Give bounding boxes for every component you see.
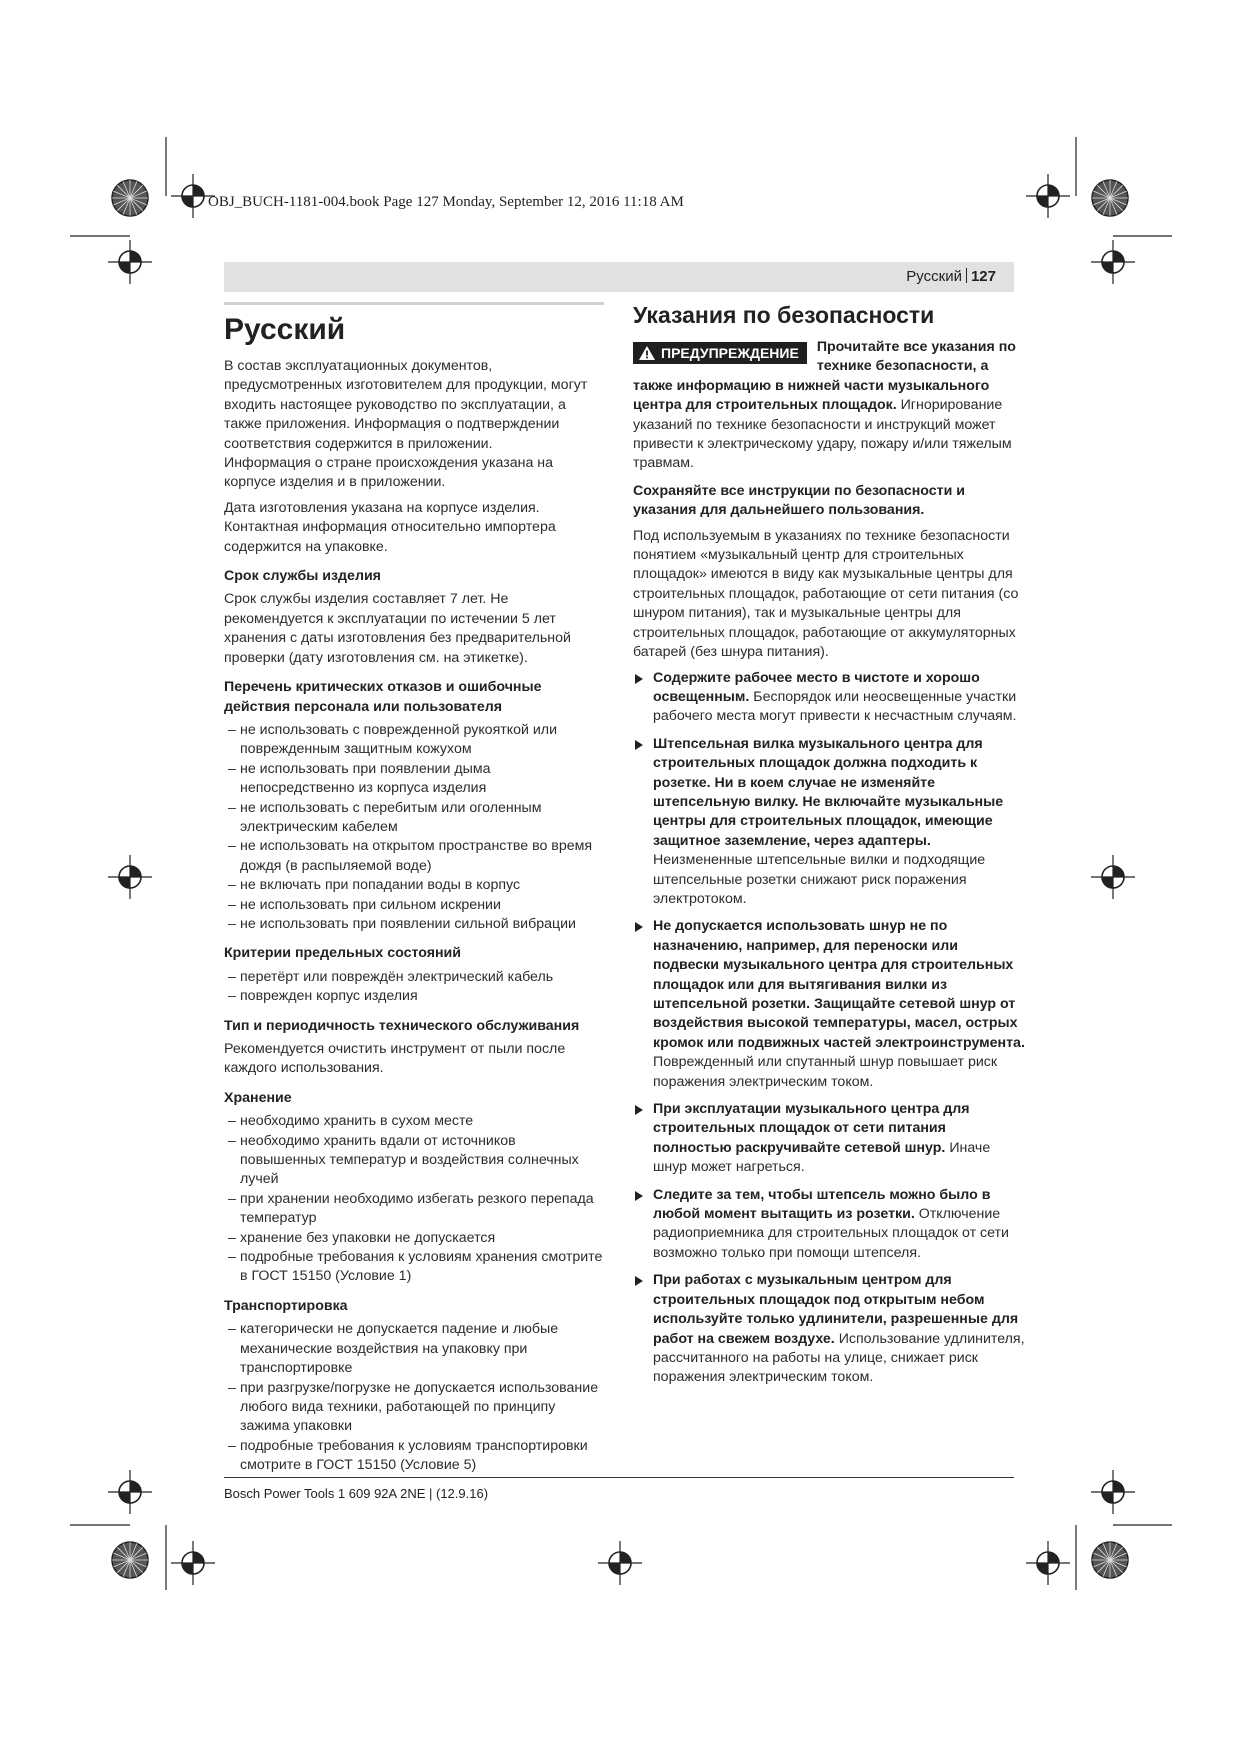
page-number: 127 bbox=[970, 268, 996, 285]
list-item: – не использовать с перебитым или оголенным электрическим кабелем bbox=[228, 799, 542, 835]
book-meta-line: OBJ_BUCH-1181-004.book Page 127 Monday, September 12, 2016 11:18 AM bbox=[208, 194, 684, 210]
warning-triangle-icon bbox=[639, 346, 655, 360]
list-item: При эксплуатации музыкального центра для строительных площадок от сети питания полностью раскручивайте сетевой шнур. Иначе шнур может нагреться. bbox=[633, 1100, 1026, 1178]
storage-list bbox=[224, 1112, 604, 1287]
warning-block bbox=[633, 338, 1026, 474]
transport-list bbox=[224, 1320, 604, 1475]
list-item: – не использовать с поврежденной рукояткой или поврежденным защитным кожухом bbox=[228, 721, 558, 758]
bullet-triangle-icon bbox=[635, 1191, 643, 1201]
list-item: Не допускается использовать шнур не по назначению, например, для переноски или подвески музыкального центра для строительных площадок или для вытягивания вилки из штепсельной розетки. Защищайте сетевой шнур от воздействия высокой температуры, масел, острых кромок или подвижных частей электроинструмента. Поврежденный или спутанный шнур повышает риск поражения электрическим током. bbox=[633, 917, 1026, 1092]
bullet-triangle-icon bbox=[635, 1276, 643, 1286]
list-item: – при хранении необходимо избегать резкого перепада температур bbox=[228, 1190, 594, 1227]
maintenance-heading: Тип и периодичность технического обслуживания bbox=[224, 1017, 580, 1034]
intro-paragraph-1: В состав эксплуатационных документов, предусмотренных изготовителем для продукции, могут входить настоящее руководство по эксплуатации, а также приложения. Информация о подтверждении соответствия содержится в приложении. bbox=[224, 358, 588, 452]
list-item: – не использовать при появлении дыма непосредственно из корпуса изделия bbox=[228, 760, 491, 797]
bullet-triangle-icon bbox=[635, 1105, 643, 1115]
list-item: – хранение без упаковки не допускается bbox=[228, 1229, 496, 1246]
keep-instructions: Сохраняйте все инструкции по безопасности и указания для дальнейшего пользования. bbox=[633, 482, 965, 519]
service-life-text: Срок службы изделия составляет 7 лет. Не рекомендуется к эксплуатации по истечении 5 лет хранения с даты изготовления без предварительной проверки (дату изготовления см. на этикетке). bbox=[224, 591, 571, 666]
section-title-russian: Русский bbox=[224, 313, 346, 346]
list-item: Штепсельная вилка музыкального центра для строительных площадок должна подходить к розетке. Ни в коем случае не изменяйте штепсельную вилку. Не включайте музыкальные центры для строительных площадок, имеющие защитное заземление, через адаптеры. Неизмененные штепсельные вилки и подходящие штепсельные розетки снижают риск поражения электротоком. bbox=[633, 735, 1026, 910]
list-item: При работах с музыкальным центром для строительных площадок под открытым небом используйте только удлинители, разрешенные для работ на свежем воздухе. Использование удлинителя, рассчитанного на работы на улице, снижает риск поражения электрическим током. bbox=[633, 1271, 1026, 1387]
section-rule bbox=[224, 302, 604, 305]
warning-bold-text: Прочитайте все указания по технике безопасности, а также информацию в нижней части музыкального центра для строительных площадок. bbox=[633, 339, 1016, 414]
limit-states-heading: Критерии предельных состояний bbox=[224, 945, 462, 962]
list-item: – необходимо хранить в сухом месте bbox=[228, 1113, 474, 1130]
list-item: – категорически не допускается падение и любые механические воздействия на упаковку при транспортировке bbox=[228, 1321, 559, 1377]
transport-heading: Транспортировка bbox=[224, 1297, 348, 1314]
warning-badge bbox=[633, 342, 807, 364]
list-item: Следите за тем, чтобы штепсель можно было в любой момент вытащить из розетки. Отключение радиоприемника для строительных площадок от сети возможно только при помощи штепселя. bbox=[633, 1186, 1026, 1264]
list-item: – не включать при попадании воды в корпус bbox=[228, 877, 521, 894]
footer-text: Bosch Power Tools 1 609 92A 2NE | (12.9.16) bbox=[224, 1486, 489, 1501]
critical-failures-list bbox=[224, 721, 604, 934]
limit-states-list bbox=[224, 968, 604, 1007]
safety-bullets bbox=[633, 669, 1026, 1388]
list-item: – подробные требования к условиям транспортировки смотрите в ГОСТ 15150 (Условие 5) bbox=[228, 1437, 588, 1474]
definition-paragraph: Под используемым в указаниях по технике безопасности понятием «музыкальный центр для строительных площадок» имеются в виду как музыкальные центры для строительных площадок, работающие от сети питания (со шнуром питания), так и музыкальные центры для строительных площадок, работающие от аккумуляторных батарей (без шнура питания). bbox=[633, 527, 1019, 661]
left-column bbox=[224, 302, 604, 1480]
list-item: Содержите рабочее место в чистоте и хорошо освещенным. Беспорядок или неосвещенные участки рабочего места могут привести к несчастным случаям. bbox=[633, 669, 1026, 727]
list-item: – не использовать при появлении сильной вибрации bbox=[228, 915, 576, 932]
header-separator bbox=[966, 268, 967, 283]
warning-text: Игнорирование указаний по технике безопасности и инструкций может привести к электрическому удару, пожару и/или тяжелым травмам. bbox=[633, 397, 1012, 472]
maintenance-text: Рекомендуется очистить инструмент от пыли после каждого использования. bbox=[224, 1041, 566, 1077]
critical-failures-heading: Перечень критических отказов и ошибочные действия персонала или пользователя bbox=[224, 679, 542, 715]
list-item: – необходимо хранить вдали от источников повышенных температур и воздействия солнечных лучей bbox=[228, 1132, 579, 1188]
storage-heading: Хранение bbox=[224, 1089, 292, 1106]
intro-paragraph-3: Дата изготовления указана на корпусе изделия. Контактная информация относительно импортера содержится на упаковке. bbox=[224, 499, 556, 555]
running-header bbox=[224, 262, 1014, 292]
safety-title: Указания по безопасности bbox=[633, 302, 935, 328]
service-life-heading: Срок службы изделия bbox=[224, 568, 381, 585]
list-item: – не использовать при сильном искрении bbox=[228, 896, 501, 913]
header-text bbox=[906, 268, 996, 285]
bullet-triangle-icon bbox=[635, 674, 643, 684]
list-item: – подробные требования к условиям хранения смотрите в ГОСТ 15150 (Условие 1) bbox=[228, 1249, 603, 1285]
list-item: – перетёрт или повреждён электрический кабель bbox=[228, 968, 554, 985]
footer-rule bbox=[224, 1477, 1014, 1478]
bullet-triangle-icon bbox=[635, 740, 643, 750]
bullet-triangle-icon bbox=[635, 922, 643, 932]
list-item: – при разгрузке/погрузке не допускается использование любого вида техники, работающей по принципу зажима упаковки bbox=[228, 1379, 599, 1435]
list-item: – не использовать на открытом пространстве во время дождя (в распыляемой воде) bbox=[228, 838, 593, 874]
right-column bbox=[633, 302, 1026, 1396]
header-language: Русский bbox=[906, 268, 962, 285]
intro-paragraph-2: Информация о стране происхождения указана на корпусе изделия и в приложении. bbox=[224, 455, 554, 491]
warning-label: ПРЕДУПРЕЖДЕНИЕ bbox=[661, 345, 799, 361]
list-item: – поврежден корпус изделия bbox=[228, 988, 418, 1005]
